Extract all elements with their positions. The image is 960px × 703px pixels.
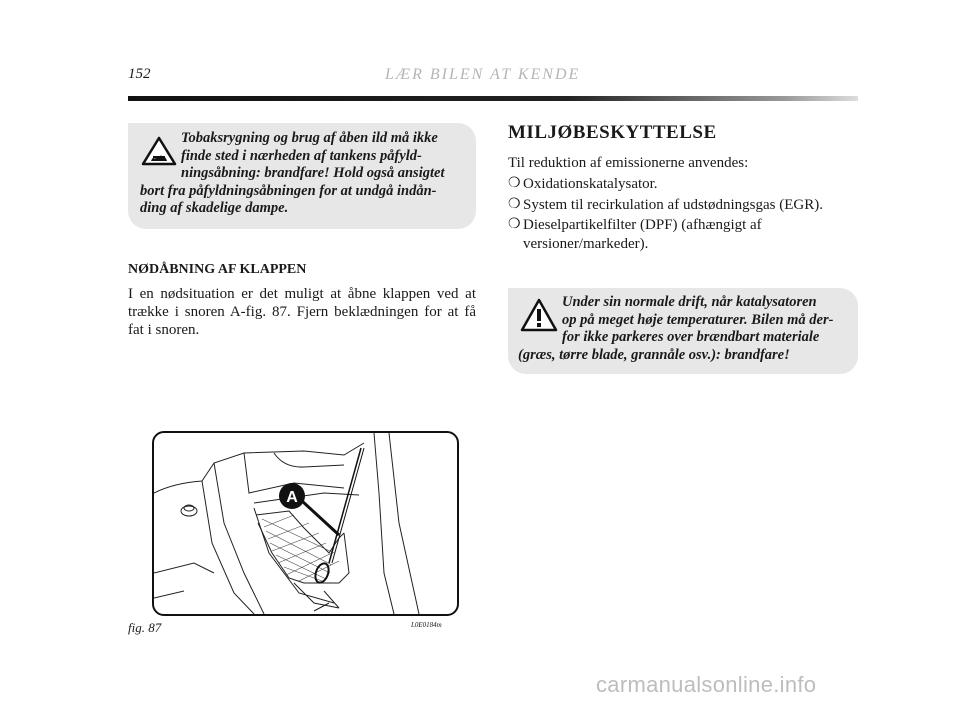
bullet-marker-icon: ❍: [508, 217, 521, 232]
bullet-marker-icon: ❍: [508, 196, 521, 212]
list-item: [508, 175, 858, 194]
section-title: MILJØBESKYTTELSE: [508, 122, 717, 143]
figure-label: fig. 87: [128, 620, 162, 635]
intro-text: Til reduktion af emissionerne anvendes:: [508, 155, 749, 171]
emission-bullet-list: [508, 175, 858, 255]
warning-line: bort fra påfyldningsåbningen for at undgå indån-: [140, 182, 437, 199]
callout-a-label: A: [286, 489, 298, 506]
catalyst-warning-box: [508, 288, 858, 374]
warning-line: Under sin normale drift, når katalysatoren: [562, 294, 817, 310]
emergency-opening-paragraph: I en nødsituation er det muligt at åbne klappen ved at trække i snoren A-fig. 87. Fjern beklædningen for at få fat i snoren.: [128, 286, 476, 338]
bullet-marker-icon: ❍: [508, 176, 521, 191]
warning-line: (græs, tørre blade, grannåle osv.): brandfare!: [518, 346, 790, 363]
trunk-net-drawing: [154, 433, 457, 614]
figure-code: L0E0184m: [411, 621, 442, 629]
list-item: [508, 216, 858, 253]
figure-87-illustration: [152, 431, 459, 616]
fire-warning-text: [140, 130, 466, 218]
warning-line: ding af skadelige dampe.: [140, 200, 289, 216]
page-number: 152: [128, 66, 151, 82]
fire-warning-box: [128, 123, 476, 229]
list-item-text: System til recirkulation af udstødningsgas (EGR).: [523, 196, 823, 213]
header-rule: [128, 96, 858, 101]
emergency-opening-heading: NØDÅBNING AF KLAPPEN: [128, 262, 307, 277]
catalyst-warning-text: [518, 294, 850, 364]
warning-line: ningsåbning: brandfare! Hold også ansigtet: [181, 165, 445, 181]
warning-line: op på meget høje temperaturer. Bilen må der-: [562, 311, 834, 328]
list-item-text: Oxidationskatalysator.: [523, 176, 658, 192]
list-item-text: Dieselpartikelfilter (DPF) (afhængigt af versioner/markeder).: [523, 217, 762, 252]
warning-line: Tobaksrygning og brug af åben ild må ikke: [181, 130, 438, 146]
list-item: [508, 196, 858, 215]
warning-line: for ikke parkeres over brændbart materiale: [562, 329, 820, 345]
watermark: carmanualsonline.info: [596, 672, 817, 697]
running-header-title: LÆR BILEN AT KENDE: [385, 66, 581, 83]
warning-line: finde sted i nærheden af tankens påfyld-: [181, 147, 422, 164]
